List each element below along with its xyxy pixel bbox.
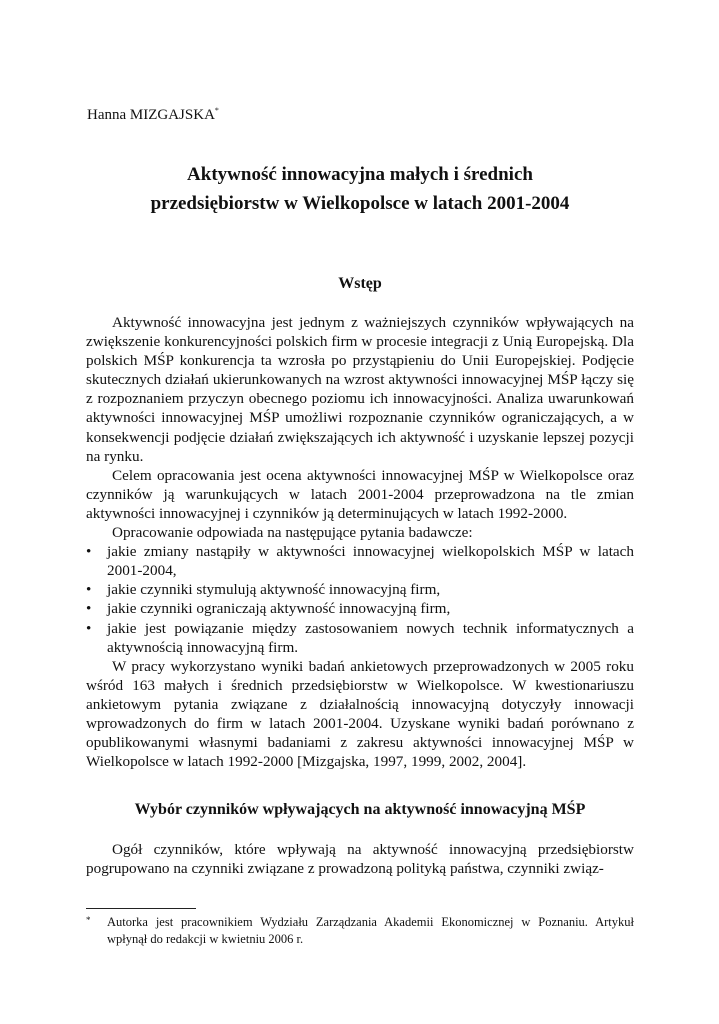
intro-paragraph-1: Aktywność innowacyjna jest jednym z ważniejszych czynników wpływających na zwiększenie konkurencyjności polskich firm w procesie integracji z Unią Europejską. Dla polskich MŚP konkurencja ta wzrosła po przystąpieniu do Unii Europejskiej. Podjęcie skutecznych działań ukierunkowanych na wzrost aktywności innowacyjnej MŚP łączy się z rozpoznaniem przyczyn obecnego poziomu ich innowacyjności. Analiza uwarunkowań aktywności innowacyjnej MŚP umożliwi rozpoznanie czynników ograniczających, a w konsekwencji podjęcie działań zwiększających ich aktywność i uzyskanie lepszej pozycji na rynku. xyxy=(86,314,634,465)
footnote-divider xyxy=(86,908,196,909)
list-item-text: jakie czynniki stymulują aktywność innowacyjną firm, xyxy=(107,581,441,599)
bullet-icon: • xyxy=(86,600,92,618)
list-item-text: jakie czynniki ograniczają aktywność innowacyjną firm, xyxy=(107,600,451,618)
footnote-marker: * xyxy=(86,915,91,925)
list-item xyxy=(86,542,634,580)
list-item-text: jakie jest powiązanie między zastosowaniem nowych technik informatycznych a aktywnością innowacyjną firm. xyxy=(107,619,634,656)
bullet-icon: • xyxy=(86,543,92,561)
research-questions-list xyxy=(86,542,634,657)
intro-paragraph-3: Opracowanie odpowiada na następujące pytania badawcze: xyxy=(112,524,473,542)
intro-body xyxy=(86,313,634,771)
author-line xyxy=(87,102,219,124)
factors-paragraph-1: Ogół czynników, które wpływają na aktywność innowacyjną przedsiębiorstw pogrupowano na czynniki związane z prowadzoną polityką państwa, czynniki związ- xyxy=(86,841,634,878)
intro-paragraph-2: Celem opracowania jest ocena aktywności innowacyjnej MŚP w Wielkopolsce oraz czynników ją warunkujących w latach 2001-2004 przeprowadzona na tle zmian aktywności innowacyjnej i czynników ją determinujących w latach 1992-2000. xyxy=(86,466,634,522)
article-title xyxy=(70,160,650,218)
section-heading-intro: Wstęp xyxy=(338,275,382,292)
factors-body xyxy=(86,840,634,878)
bullet-icon: • xyxy=(86,581,92,599)
list-item xyxy=(86,599,634,618)
author-name: Hanna MIZGAJSKA xyxy=(87,107,215,123)
author-footnote-marker: * xyxy=(214,106,219,115)
section-heading-factors: Wybór czynników wpływających na aktywność innowacyjną MŚP xyxy=(134,801,586,818)
footnote-text: Autorka jest pracownikiem Wydziału Zarządzania Akademii Ekonomicznej w Poznaniu. Artykuł wpłynął do redakcji w kwietniu 2006 r. xyxy=(107,915,634,946)
intro-paragraph-4: W pracy wykorzystano wyniki badań ankietowych przeprowadzonych w 2005 roku wśród 163 małych i średnich przedsiębiorstw w Wielkopolsce. W kwestionariuszu ankietowym pytania związane z działalnością innowacyjną dotyczyły innowacji wprowadzonych do firm w latach 2001-2004. Uzyskane wyniki badań porównano z opublikowanymi własnymi badaniami z zakresu aktywności innowacyjnej MŚP w Wielkopolsce w latach 1992-2000 [Mizgajska, 1997, 1999, 2002, 2004]. xyxy=(86,657,634,771)
title-line-2: przedsiębiorstw w Wielkopolsce w latach 2001-2004 xyxy=(150,193,570,214)
footnote xyxy=(86,914,634,948)
bullet-icon: • xyxy=(86,619,92,637)
list-item xyxy=(86,580,634,599)
list-item xyxy=(86,619,634,657)
title-line-1: Aktywność innowacyjna małych i średnich xyxy=(187,164,533,185)
list-item-text: jakie zmiany nastąpiły w aktywności innowacyjnej wielkopolskich MŚP w latach 2001-2004, xyxy=(107,543,634,580)
